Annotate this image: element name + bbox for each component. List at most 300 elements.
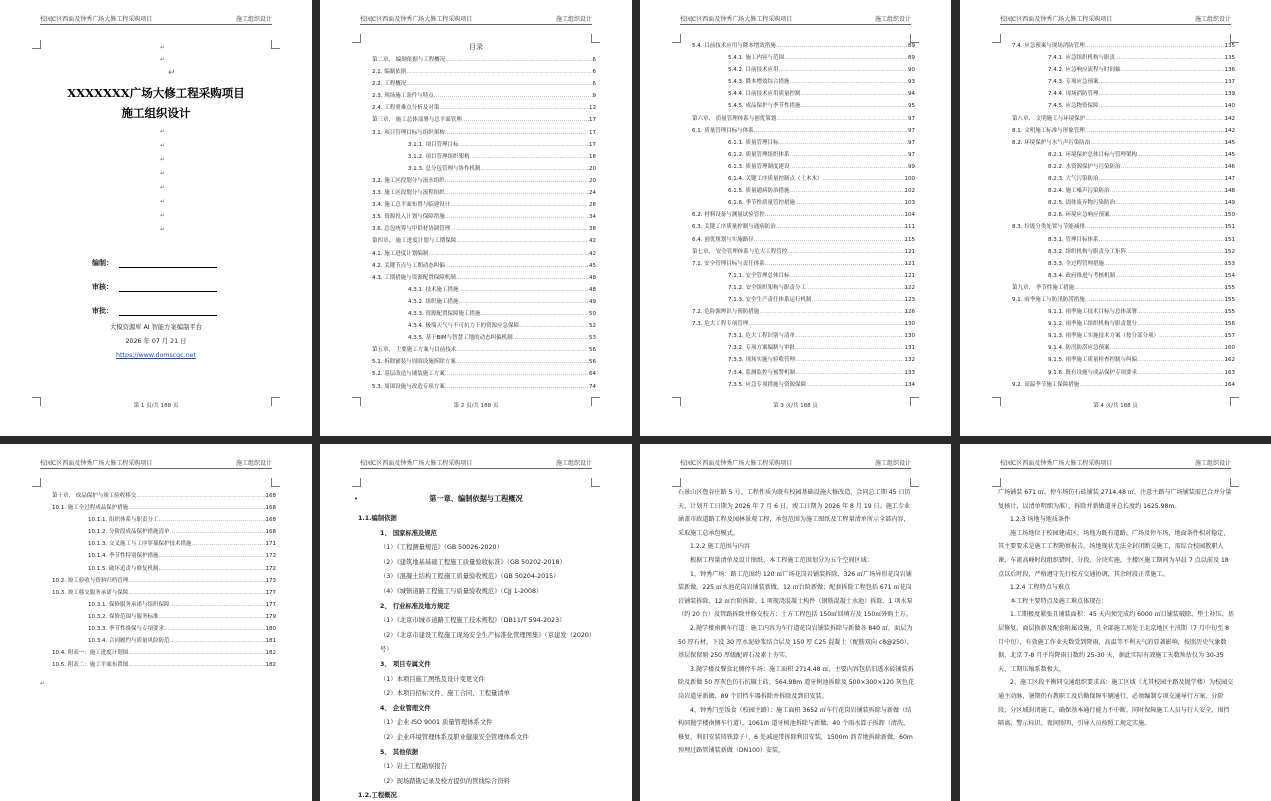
toc-entry[interactable] <box>52 526 276 538</box>
toc-entry-title: 2.2. 工程概况 <box>372 81 407 88</box>
group-heading: 5、 其他依据 <box>380 748 419 756</box>
toc-leader-dots <box>128 587 265 599</box>
crop-mark <box>271 478 280 487</box>
page-header: 校园C区西面及钟秀广场大修工程采购项目 施工组织设计 <box>40 460 272 467</box>
toc-leader-dots <box>795 197 905 209</box>
toc-entry-page: 151 <box>1224 236 1235 243</box>
paragraph: 4、钟秀门至饭食（校园主路）：施工面积 3652 ㎡车行花岗岩铺装拆除与新做（结构同抛学楼南侧车行道），1061m 道牙树池拆除与新做，40 个雨水算子拆卸（清洗、修复、利旧安装铸铁算子），6 处减速带拆除利旧安装，1500m 沥青地拆除新做，60m 预埋过路管铺装新做（DN100）安装， <box>678 706 913 755</box>
toc-entry-page: 148 <box>1224 188 1235 195</box>
toc-entry[interactable] <box>372 332 596 344</box>
toc-entry-page: 156 <box>1224 321 1235 328</box>
toc-entry[interactable] <box>692 149 915 161</box>
toc-entry[interactable] <box>692 161 915 173</box>
toc-entry[interactable] <box>1012 354 1235 366</box>
toc-entry-title: 6.1.6. 季节性质量管控措施 <box>728 200 795 207</box>
paragraph-mark: ↵ <box>160 44 166 51</box>
page-toc-2 <box>640 0 951 436</box>
crop-mark <box>591 478 600 487</box>
toc-entry[interactable] <box>1012 64 1235 76</box>
toc-leader-dots <box>164 623 266 635</box>
toc-leader-dots <box>462 114 589 126</box>
toc-entry[interactable] <box>1012 125 1235 137</box>
paragraph: 施工场地位于校园建成区，场地为既有道路、广场及停车场，地面条件相对稳定，其主要要求是施工工程勘察报告。场地现状无法全封闭断交施工，需综合校园教职人课、车流高峰时段组织错时、分段、分块实施，主楼区施工期间为早晨 7 点以前及 18 点以后时段，严格遵守先行校方交通协调，其余时段正常施工。 <box>998 529 1230 578</box>
toc-entry-page: 139 <box>1224 91 1235 98</box>
toc-entry-title: 8.2.4. 施工噪声污染防治 <box>1048 188 1110 195</box>
toc-leader-dots <box>1074 282 1224 294</box>
toc-entry[interactable] <box>372 211 596 223</box>
toc-entry[interactable] <box>372 320 596 332</box>
toc-entry-title: 10.1.5. 破坏追责与修复机制 <box>88 565 159 572</box>
toc-entry[interactable] <box>692 125 915 137</box>
toc-entry[interactable] <box>1012 246 1235 258</box>
toc-entry[interactable] <box>372 368 596 380</box>
group-heading: 1、 国家标准及规范 <box>380 529 437 537</box>
toc-leader-dots <box>1115 52 1225 64</box>
toc-entry-title: 8.1. 文明施工标准与形象管理 <box>1012 127 1085 134</box>
toc-entry[interactable] <box>372 308 596 320</box>
subsection-heading: 1.2.4 工程特点与难点 <box>1010 584 1071 592</box>
toc-entry-title: 8.3. 垃圾分类处置与节能减排 <box>1012 224 1085 231</box>
toc-entry[interactable] <box>692 113 915 125</box>
section-heading: 1.1.编制依据 <box>358 515 397 522</box>
toc-entry[interactable] <box>692 100 915 112</box>
toc-entry[interactable] <box>372 344 596 356</box>
toc-leader-dots <box>795 342 905 354</box>
list-item: （2）《北京市建设工程施工现场安全生产标准化管理图集》（京建发（2020）号） <box>380 631 596 654</box>
subsection-heading: 1.2.3 场地与地质条件 <box>1010 516 1071 524</box>
toc-entry-page: 99 <box>908 163 915 170</box>
toc-leader-dots <box>806 282 905 294</box>
toc-entry-title: 7.4.2. 应急响应流程与时间轴 <box>1048 67 1121 74</box>
toc-leader-dots <box>456 356 589 368</box>
paragraph: 1.工期极度紧张且铺装面积：45 天内须完成约 6000 ㎡目铺装破除、垫土补压、基层修复、面层换新及配套附属设施，且全部施工周处于北京地区主汛期（7 月中旬至 8 月中旬），有效施工作业天数受到降雨、高温等不利天气的显著影响，按照历史气象数据，北京 7-8 月平均降雨日数约 25-30 天，据此实际有效施工天数预估仅为 30-35 天，工期压缩系数极大。 <box>998 611 1234 673</box>
toc-leader-dots <box>1137 318 1225 330</box>
toc-leader-dots <box>776 40 908 52</box>
toc-entry-title: 9.1.2. 雨季施工组织机构与职责划分 <box>1048 321 1137 328</box>
toc-entry[interactable] <box>52 563 276 575</box>
toc-entry-title: 3.1.1. 项目管理目标 <box>408 141 459 148</box>
toc-entry[interactable] <box>692 185 915 197</box>
sign-field-reviewer[interactable]: 审核： <box>92 268 217 292</box>
toc-entry-page: 123 <box>904 296 915 303</box>
toc-entry-title: 6.1. 质量管理目标与体系 <box>692 127 754 134</box>
toc-entry-title: 3.1.3. 总分包管理与协作机制 <box>408 165 481 172</box>
toc-entry-title: 3.1. 项目管理目标与组织架构 <box>372 129 445 136</box>
toc-leader-dots <box>406 66 592 78</box>
sign-field-compiler[interactable]: 编制： <box>92 244 217 268</box>
toc-leader-dots <box>1115 270 1225 282</box>
toc-entry[interactable] <box>372 248 596 260</box>
page-footer: 第 2 页/共 188 页 <box>453 403 499 409</box>
toc-leader-dots <box>128 502 265 514</box>
toc-leader-dots <box>456 272 589 284</box>
toc-leader-dots <box>1110 342 1225 354</box>
paragraph: 1、钟秀广场：路工范围约 120 ㎡广场花岗岩铺装拆除、326 ㎡广场异形花岗岩铺装新做。225 ㎡水池花岗岩铺装新做，12 ㎡台阶新做；配套拆除工程包括 671 ㎡花岗岩铺装拆除、12 ㎡台阶拆除、1 项现浇混凝土构件（钢筋混凝土水池）拆除、1 项水泵（约 20 台）及管路拆除并修交校方；土方工程包括 150㎡回填方及 150㎡外购土方。 <box>678 570 913 619</box>
list-item: （2）现场踏勘记录及校方提供的管线综合资料 <box>380 777 510 785</box>
toc-entry[interactable] <box>1012 342 1235 354</box>
toc-entry-title: 9.1. 雨季施工与防汛防涝措施 <box>1012 296 1085 303</box>
toc-leader-dots <box>776 221 905 233</box>
toc-leader-dots <box>445 54 592 66</box>
crop-mark <box>32 40 41 49</box>
page-header: 校园C区西面及钟秀广场大修工程采购项目 施工组织设计 <box>360 16 592 23</box>
toc-entry[interactable] <box>372 151 596 163</box>
toc-entry-title: 9.1.5. 雨季施工质量检查控制与纠偏 <box>1048 357 1137 364</box>
toc-entry-title: 8.2. 环境保护与水气声污染防治 <box>1012 139 1091 146</box>
toc-leader-dots <box>1137 149 1225 161</box>
toc-leader-dots <box>1099 173 1225 185</box>
toc-entry-title: 10.1.4. 季节性特别保护措施 <box>88 553 159 560</box>
toc-entry[interactable] <box>692 342 915 354</box>
toc-entry-page: 150 <box>1224 212 1235 219</box>
toc-entry[interactable] <box>1012 234 1235 246</box>
toc-entry-page: 142 <box>1224 115 1235 122</box>
toc-entry-title: 6.1.1. 质量管理目标 <box>728 139 779 146</box>
toc-entry-title: 5.3. 周围设施与改造专项方案 <box>372 383 445 390</box>
body-text <box>998 486 1235 731</box>
toc-entry-page: 160 <box>1224 345 1235 352</box>
toc-entry[interactable] <box>692 173 915 185</box>
toc-leader-dots <box>459 139 590 151</box>
toc-entry[interactable] <box>1012 88 1235 100</box>
toc-leader-dots <box>456 235 589 247</box>
toc-leader-dots <box>795 367 905 379</box>
toc-entry-page: 90 <box>908 67 915 74</box>
toc-entry-page: 89 <box>908 55 915 62</box>
toc-entry-title: 8.3.4. 政府推进与考核机制 <box>1048 272 1115 279</box>
toc-entry-page: 134 <box>904 381 915 388</box>
paragraph-mark: ↵ <box>160 198 166 205</box>
toc-entry-title: 第四章、 施工进度计划与工期保障 <box>372 238 457 245</box>
toc-entry[interactable] <box>372 163 596 175</box>
toc-entry[interactable] <box>1012 113 1235 125</box>
toc-entry[interactable] <box>372 54 596 66</box>
toc-entry[interactable] <box>1012 197 1235 209</box>
toc-leader-dots <box>1099 88 1225 100</box>
toc-entry[interactable] <box>1012 221 1235 233</box>
toc-leader-dots <box>790 270 905 282</box>
toc-entry[interactable] <box>692 282 915 294</box>
toc-leader-dots <box>1121 161 1225 173</box>
chapter-heading: 第一章、编制依据与工程概况 <box>429 494 523 503</box>
toc-entry-page: 122 <box>904 284 915 291</box>
toc-leader-dots <box>748 318 904 330</box>
toc-entry[interactable] <box>1012 318 1235 330</box>
page-toc-1 <box>320 0 632 436</box>
toc-entry[interactable] <box>372 90 596 102</box>
toc-entry[interactable] <box>692 246 915 258</box>
toc-leader-dots <box>1104 258 1225 270</box>
toc-entry-title: 4.3.4. 极端天气与不可抗力下的资源应急保障 <box>408 323 519 330</box>
toc-leader-dots <box>790 149 909 161</box>
toc-entry[interactable] <box>1012 137 1235 149</box>
toc-leader-dots <box>1085 125 1225 137</box>
toc-leader-dots <box>159 550 266 562</box>
toc-entry-page: 49 <box>589 298 596 305</box>
toc-list <box>372 54 596 393</box>
toc-entry-page: 100 <box>904 176 915 183</box>
toc-entry-page: 145 <box>1224 139 1235 146</box>
chapter-body <box>358 512 596 801</box>
toc-list <box>692 40 915 391</box>
toc-entry-title: 10.3. 竣工移交服务承诺与保障 <box>52 589 129 596</box>
toc-leader-dots <box>470 151 590 163</box>
toc-leader-dots <box>1085 294 1225 306</box>
toc-entry-page: 17 <box>589 129 596 136</box>
toc-entry[interactable] <box>692 137 915 149</box>
toc-entry-page: 28 <box>589 202 596 209</box>
toc-entry[interactable] <box>692 76 915 88</box>
toc-entry-page: 12 <box>589 105 596 112</box>
toc-entry[interactable] <box>372 284 596 296</box>
toc-entry[interactable] <box>372 66 596 78</box>
toc-leader-dots <box>1099 234 1225 246</box>
toc-leader-dots <box>1099 100 1225 112</box>
toc-entry[interactable] <box>692 306 915 318</box>
toc-entry[interactable] <box>52 635 276 647</box>
group-heading: 4、 企业管理文件 <box>380 704 431 712</box>
page-footer: 第 4 页/共 188 页 <box>1093 403 1138 409</box>
toc-entry[interactable] <box>1012 379 1235 391</box>
toc-entry-title: 4.3. 工期措施与资源配置保障机制 <box>372 274 456 281</box>
toc-entry[interactable] <box>52 623 276 635</box>
paragraph-mark: ↵ <box>40 680 46 687</box>
toc-entry-title: 8.3.1. 管理目标体系 <box>1048 236 1099 243</box>
toc-entry[interactable] <box>1012 330 1235 342</box>
toc-leader-dots <box>481 163 590 175</box>
paragraph-mark: ↵ <box>160 128 166 135</box>
toc-entry[interactable] <box>52 599 276 611</box>
toc-entry[interactable] <box>692 40 915 52</box>
list-item: （1）本项目施工图纸及设计变更文件 <box>380 675 485 683</box>
toc-entry-page: 155 <box>1224 309 1235 316</box>
toc-entry[interactable] <box>372 260 596 272</box>
toc-entry-page: 126 <box>904 309 915 316</box>
toc-entry-page: 97 <box>908 115 915 122</box>
toc-entry[interactable] <box>52 647 276 659</box>
toc-entry-title: 3.5. 资源投入计划与保障措施 <box>372 214 445 221</box>
toc-entry-title: 3.6. 总包统筹与甲供材协调管理 <box>372 226 451 233</box>
toc-entry[interactable] <box>372 199 596 211</box>
page-toc-4 <box>0 444 312 801</box>
toc-leader-dots <box>1085 40 1225 52</box>
toc-entry[interactable] <box>52 502 276 514</box>
toc-entry-title: 5.4.1. 施工内容与范围 <box>728 55 784 62</box>
toc-entry[interactable] <box>372 175 596 187</box>
website-link[interactable]: https://www.domscgc.net <box>116 352 196 359</box>
toc-entry[interactable] <box>692 197 915 209</box>
page-body-7 <box>640 444 951 801</box>
toc-entry-page: 146 <box>1224 163 1235 170</box>
toc-entry[interactable] <box>1012 161 1235 173</box>
toc-leader-dots <box>445 187 589 199</box>
toc-entry[interactable] <box>692 64 915 76</box>
toc-entry[interactable] <box>692 258 915 270</box>
toc-leader-dots <box>445 260 589 272</box>
toc-entry[interactable] <box>52 514 276 526</box>
toc-entry-page: 97 <box>908 151 915 158</box>
crop-mark <box>352 478 361 487</box>
toc-entry-page: 137 <box>1224 79 1235 86</box>
toc-entry-page: 17 <box>589 141 596 148</box>
toc-entry-page: 97 <box>908 127 915 134</box>
toc-entry[interactable] <box>1012 306 1235 318</box>
toc-entry-page: 177 <box>265 589 276 596</box>
toc-entry[interactable] <box>52 550 276 562</box>
toc-entry-title: 7.1.1. 安全管理总体目标 <box>728 272 790 279</box>
toc-entry-title: 4.3.1. 技术施工措施 <box>408 286 459 293</box>
toc-leader-dots <box>450 199 589 211</box>
toc-entry-title: 第五章、 主要施工方案与目前技术 <box>372 347 457 354</box>
list-item: （3）《混凝土结构工程施工质量验收规范》（GB 50204-2015） <box>380 573 560 581</box>
toc-entry[interactable] <box>692 234 915 246</box>
toc-entry-page: 135 <box>1224 55 1235 62</box>
toc-entry[interactable] <box>52 587 276 599</box>
toc-entry-title: 2.4. 工程重难点分析及对策 <box>372 105 440 112</box>
toc-entry[interactable] <box>1012 270 1235 282</box>
toc-entry-page: 64 <box>589 371 596 378</box>
toc-leader-dots <box>481 308 590 320</box>
toc-leader-dots <box>406 78 592 90</box>
toc-entry[interactable] <box>372 127 596 139</box>
toc-leader-dots <box>159 514 266 526</box>
toc-leader-dots <box>445 381 589 393</box>
toc-entry[interactable] <box>1012 173 1235 185</box>
toc-entry-title: 5.4.5. 成品保护与季节性措施 <box>728 103 801 110</box>
page-chapter-1 <box>320 444 632 801</box>
toc-entry[interactable] <box>692 294 915 306</box>
toc-leader-dots <box>519 320 589 332</box>
toc-entry[interactable] <box>372 187 596 199</box>
toc-entry[interactable] <box>1012 40 1235 52</box>
toc-entry-page: 89 <box>908 43 915 49</box>
toc-leader-dots <box>1085 221 1225 233</box>
sign-field-approver[interactable]: 审批： <box>92 292 217 316</box>
toc-leader-dots <box>513 332 589 344</box>
toc-entry[interactable] <box>1012 258 1235 270</box>
toc-entry-title: 2.3. 现场施工条件与特点 <box>372 93 434 100</box>
toc-leader-dots <box>1121 64 1225 76</box>
paragraph-mark: ↵ <box>160 170 166 177</box>
toc-entry-title: 6.1.4. 关键工序质量控制点（土木木） <box>728 176 823 183</box>
toc-entry[interactable] <box>692 318 915 330</box>
toc-entry[interactable] <box>1012 52 1235 64</box>
toc-leader-dots <box>765 258 905 270</box>
toc-entry-title: 10.4. 附表一：施工进度计划图 <box>52 650 129 657</box>
toc-entry[interactable] <box>52 538 276 550</box>
page-header: 校园C区西面及钟秀广场大修工程采购项目 施工组织设计 <box>1000 16 1231 23</box>
toc-entry-title: 5.4.2. 目前技术应用 <box>728 67 779 74</box>
toc-entry-page: 182 <box>265 662 276 669</box>
toc-entry[interactable] <box>692 209 915 221</box>
toc-entry-page: 142 <box>1224 127 1235 134</box>
paragraph: 石景山区鲁谷庄路 5 号。工程性质为既有校园基础设施大修改造，合同总工期 45 日历天，计划开工日期为 2026 年 7 月 6 日，竣工日期为 2026 年 8 月 19 日。施工专业涵盖市政道路工程及园林景观工程，承包范围为施工图纸及工程量清单所示全部内容，采取施工总承包模式。 <box>678 489 911 537</box>
toc-entry[interactable] <box>372 356 596 368</box>
toc-entry[interactable] <box>372 114 596 126</box>
toc-leader-dots <box>439 102 589 114</box>
toc-entry-page: 34 <box>589 214 596 221</box>
toc-entry[interactable] <box>372 78 596 90</box>
toc-entry-page: 48 <box>589 274 596 281</box>
toc-entry-title: 6.4. 创优规划与实施路径 <box>692 236 754 243</box>
toc-entry[interactable] <box>1012 185 1235 197</box>
toc-entry-page: 132 <box>904 357 915 364</box>
toc-entry-page: 180 <box>265 626 276 633</box>
toc-entry-page: 147 <box>1224 176 1235 183</box>
toc-entry[interactable] <box>692 379 915 391</box>
toc-entry-page: 56 <box>589 359 596 366</box>
group-heading: 2、 行业标准及地方规定 <box>380 602 450 610</box>
toc-entry[interactable] <box>1012 100 1235 112</box>
toc-entry[interactable] <box>52 490 276 502</box>
paragraph: 2、施工区段平衡同交通组织要求高：施工区域（尤其校园主路及抛学楼）为校园交通主动脉，暑期仍有教职工及后勤保障车辆通行，必须编制专项交通导行方案，分阶段、分区域封闭施工，确保基本通行能力不中断，同时保障施工人员与行人安全，围挡隔离、警示标识、夜间照明、引导人员按照工规定实施。 <box>998 679 1234 728</box>
toc-entry[interactable] <box>52 611 276 623</box>
toc-entry[interactable] <box>692 52 915 64</box>
paragraph-mark: ↵ <box>168 68 176 78</box>
toc-entry[interactable] <box>52 659 276 671</box>
paragraph-mark: ↵ <box>160 184 166 191</box>
list-item: （2）本项目招标文件、施工合同、工程量清单 <box>380 690 510 698</box>
toc-entry-page: 53 <box>589 335 596 342</box>
toc-entry[interactable] <box>372 139 596 151</box>
toc-entry-page: 93 <box>908 79 915 86</box>
toc-entry[interactable] <box>372 296 596 308</box>
toc-entry-page: 152 <box>1224 248 1235 255</box>
body-text <box>678 486 915 758</box>
toc-leader-dots <box>784 52 908 64</box>
toc-entry[interactable] <box>692 367 915 379</box>
toc-entry[interactable] <box>1012 282 1235 294</box>
toc-entry-title: 4.3.2. 组织施工措施 <box>408 298 459 305</box>
toc-entry[interactable] <box>692 270 915 282</box>
toc-entry-title: 10.1.1. 组织体系与职责分工 <box>88 517 159 524</box>
toc-entry[interactable] <box>1012 209 1235 221</box>
page-body-8 <box>960 444 1271 801</box>
toc-entry[interactable] <box>372 235 596 247</box>
toc-entry[interactable] <box>692 354 915 366</box>
toc-entry[interactable] <box>692 221 915 233</box>
toc-entry-page: 171 <box>265 541 276 548</box>
toc-entry-page: 6 <box>592 81 596 88</box>
toc-entry[interactable] <box>52 575 276 587</box>
toc-leader-dots <box>1110 209 1225 221</box>
toc-entry[interactable] <box>1012 149 1235 161</box>
toc-leader-dots <box>128 647 265 659</box>
toc-entry-page: 50 <box>589 310 596 317</box>
toc-leader-dots <box>790 185 905 197</box>
paragraph-mark: ↵ <box>160 142 166 149</box>
toc-leader-dots <box>801 100 909 112</box>
toc-entry-page: 153 <box>1224 260 1235 267</box>
toc-entry[interactable] <box>372 381 596 393</box>
toc-entry[interactable] <box>372 223 596 235</box>
toc-entry-title: 7.4.4. 现场消防管理 <box>1048 91 1099 98</box>
list-item: （2）《建筑地基基础工程施工质量验收标准》（GB 50202-2018） <box>380 558 566 566</box>
toc-entry-page: 157 <box>1224 333 1235 340</box>
toc-entry[interactable] <box>372 272 596 284</box>
toc-leader-dots <box>765 209 905 221</box>
toc-entry-page: 181 <box>265 638 276 645</box>
toc-entry[interactable] <box>1012 294 1235 306</box>
toc-entry[interactable] <box>692 330 915 342</box>
toc-entry[interactable] <box>372 102 596 114</box>
paragraph: 广场铺装 671 ㎡、停车场仿石砖铺装 2714.48 ㎡，注意主路与广场铺装需已合并分量复核计，以清单明细为准），拆除并新做道牙总长度约 1625.98m。 <box>998 489 1232 510</box>
toc-entry-title: 7.3.2. 专项方案编制与审批 <box>728 345 795 352</box>
list-bullet: • <box>354 495 359 503</box>
toc-entry[interactable] <box>692 88 915 100</box>
toc-entry[interactable] <box>1012 76 1235 88</box>
toc-entry[interactable] <box>1012 367 1235 379</box>
